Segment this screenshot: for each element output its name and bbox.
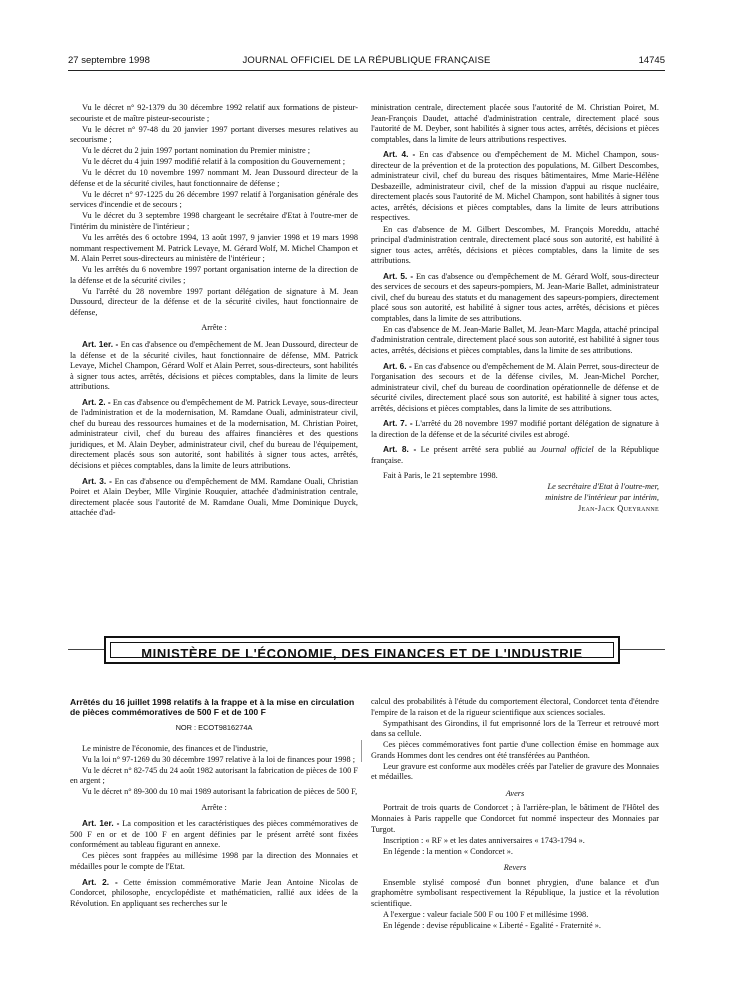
nor-reference: NOR : ECOT9816274A [175, 723, 253, 732]
article-text: En cas d'absence ou d'empêchement de M. Michel Champon, sous-directeur de la prévention et de la protection des populations, M. Gilbert Descombes, administrateur civil, chef du bureau des risques bâtimentaires, Mme Marie-Hélène Desbazeille, administrateur civil, chef de la mission d'appui au risque nucléaire, directement placés sous l'autorité de M. Michel Champon, sont habilités à signer tous actes, arrêtés, décisions et pièces comptables, dans la limite de leurs attributions respectives. [371, 150, 659, 223]
article-text: L'arrêté du 28 novembre 1997 modifié portant délégation de signature à la direction de la défense et de la sécurité civiles est abrogé. [371, 419, 659, 439]
page-header [68, 55, 665, 69]
article-label: Art. 5. - [383, 270, 414, 281]
paragraph: En cas d'absence de M. Jean-Marie Ballet, M. Jean-Marc Magda, attaché principal d'administration centrale, directement placé sous son autorité, est habilité à signer tous actes, arrêtés, décisions et pièces comptables, dans la limite de ses attributions. [371, 324, 659, 356]
article-label: Art. 2. - [82, 396, 111, 407]
visa: Vu l'arrêté du 28 novembre 1997 portant délégation de signature à M. Jean Dussourd, directeur de la défense et de la sécurité civiles, haut fonctionnaire de défense, [70, 286, 358, 317]
article-label: Art. 1er. - [82, 338, 119, 349]
ministry-heading: MINISTÈRE DE L'ÉCONOMIE, DES FINANCES ET DE L'INDUSTRIE [141, 646, 583, 661]
article [371, 271, 659, 325]
signature-title: ministre de l'intérieur par intérim, [545, 492, 659, 502]
paragraph: Leur gravure est conforme aux modèles créés par l'atelier de gravure des Monnaies et médailles. [371, 761, 659, 782]
arrete-heading: Arrête : [201, 323, 227, 333]
article [371, 149, 659, 224]
journal-name: Journal officiel [540, 445, 594, 455]
arrete-heading: Arrête : [201, 802, 227, 812]
paragraph: Sympathisant des Girondins, il fut emprisonné lors de la Terreur et retrouvé mort dans sa cellule. [371, 718, 659, 739]
article [70, 339, 358, 393]
article-label: Art. 6. - [383, 360, 412, 371]
header-date: 27 septembre 1998 [68, 55, 150, 66]
signature-title: Le secrétaire d'Etat à l'outre-mer, [547, 481, 659, 491]
column-right-bottom [371, 697, 659, 932]
paragraph: Inscription : « RF » et les dates anniversaires « 1743-1794 ». [383, 835, 585, 845]
header-journal-title: JOURNAL OFFICIEL DE LA RÉPUBLIQUE FRANÇAISE [242, 55, 491, 66]
paragraph: En légende : devise républicaine « Liberté - Egalité - Fraternité ». [383, 920, 601, 930]
visa: Vu le décret n° 92-1379 du 30 décembre 1992 relatif aux formations de pisteur-secouriste et de maître pisteur-secouriste ; [70, 103, 358, 123]
article-text: En cas d'absence ou d'empêchement de M. Alain Perret, sous-directeur de l'organisation des secours et de la défense civiles, M. Jean-Michel Porcher, administrateur civil, chef du bureau de coordination opérationnelle de défense et de sécurité civiles, directement placé sous son autorité, est habilité à signer tous actes, arrêtés, décisions et pièces comptables, dans la limite de ses attributions. [371, 361, 659, 413]
paragraph: Ces pièces sont frappées au millésime 1998 par la direction des Monnaies et médailles pour le compte de l'Etat. [70, 851, 358, 872]
paragraph: Le ministre de l'économie, des finances et de l'industrie, [82, 743, 268, 753]
paragraph: En légende : la mention « Condorcet ». [383, 846, 513, 856]
fait-a-paris: Fait à Paris, le 21 septembre 1998. [383, 470, 498, 480]
paragraph: En cas d'absence de M. Gilbert Descombes, M. François Moreddu, attaché principal d'administration centrale, directement placé sous son autorité, est habilité à signer tous actes, arrêtés, décisions et pièces comptables, dans la limite de ses attributions. [371, 224, 659, 266]
column-divider-mark [361, 740, 362, 762]
article-text: de la République française. [371, 445, 659, 465]
article-label: Art. 7. - [383, 418, 413, 429]
paragraph: A l'exergue : valeur faciale 500 F ou 100 F et millésime 1998. [383, 909, 589, 919]
article-text: Cette émission commémorative Marie Jean Antoine Nicolas de Condorcet, philosophe, encyclopédiste et mathématicien, rallié aux idées de la Révolution. En appliquant ses recherches sur le [70, 877, 358, 908]
article [371, 418, 659, 440]
article-label: Art. 1er. - [82, 818, 120, 829]
article-label: Art. 3. - [82, 475, 112, 486]
article-text: La composition et les caractéristiques des pièces commémoratives de 500 F en or et de 100 F en argent définies par le présent arrêté sont fixées conformément au tableau figurant en annexe. [70, 819, 358, 850]
visa: Vu les arrêtés des 6 octobre 1994, 13 août 1997, 9 janvier 1998 et 19 mars 1998 nommant respectivement M. Patrick Levaye, M. Gérard Wolf, M. Michel Champon et M. Alain Perret sous-directeurs au ministère de l'intérieur ; [70, 233, 358, 264]
visa: Vu le décret n° 97-1225 du 26 décembre 1997 relatif à l'organisation générale des services d'incendie et de secours ; [70, 189, 358, 210]
article-text: En cas d'absence ou d'empêchement de M. Jean Dussourd, directeur de la défense et de la sécurité civiles, haut fonctionnaire de défense, MM. Patrick Levaye, Michel Champon, Gérard Wolf et Alain Perret, sous-directeurs, sont habilités à signer tous actes, arrêtés, décisions et pièces comptables, dans la limite de leurs attributions. [70, 339, 358, 392]
article [70, 877, 358, 910]
visa: Vu le décret n° 82-745 du 24 août 1982 autorisant la fabrication de pièces de 100 F en argent ; [70, 765, 358, 786]
article-text: En cas d'absence ou d'empêchement de MM. Ramdane Ouali, Christian Poiret et Alain Deyber, Mlle Virginie Rouquier, attachée d'administration centrale, directement placée sous l'autorité de M. Ramdane Ouali, Mme Dominique Duyck, attachée d'ad- [70, 476, 358, 518]
article [70, 397, 358, 472]
signature-name: Jean-Jack Queyranne [578, 503, 659, 513]
header-rule [68, 70, 665, 71]
article [371, 361, 659, 415]
article [371, 444, 659, 466]
visa: Vu les arrêtés du 6 novembre 1997 portant organisation interne de la direction de la défense et de la sécurité civiles ; [70, 265, 358, 285]
article-text: En cas d'absence ou d'empêchement de M. Patrick Levaye, sous-directeur de l'administration et de la modernisation, M. Ramdane Ouali, administrateur civil, chef du bureau des ressources humaines et de la modernisation, M. Christian Poiret, administrateur civil, chef du bureau des affaires financières et des questions juridiques, et M. Alain Deyber, administrateur civil, chef du bureau de l'équipement, directement placés sous son autorité, sont habilités à signer tous actes, arrêtés, décisions et pièces comptables, dans la limite de leurs attributions. [70, 397, 358, 470]
article-label: Art. 8. - [383, 444, 417, 455]
article-label: Art. 2. - [82, 876, 118, 887]
paragraph: Ensemble stylisé composé d'un bonnet phrygien, d'une balance et d'un graphomètre symbolisant respectivement la République, la justice et la révolution scientifique. [371, 877, 659, 908]
visa: Vu le décret n° 97-48 du 20 janvier 1997 portant diverses mesures relatives au secourisme ; [70, 124, 358, 145]
section-heading-avers: Avers [505, 788, 525, 798]
article-text: Le présent arrêté sera publié au [416, 445, 541, 455]
visa: Vu le décret du 3 septembre 1998 chargeant le secrétaire d'Etat à l'outre-mer de l'intérim du ministère de l'intérieur ; [70, 211, 358, 232]
ministry-rule-right [620, 649, 665, 650]
section-heading-revers: Revers [503, 863, 527, 873]
paragraph: Portrait de trois quarts de Condorcet ; à l'arrière-plan, le bâtiment de l'Hôtel des Monnaies à Paris rappelle que Condorcet fut nommé inspecteur des Monnaies par Turgot. [371, 803, 659, 834]
article [70, 818, 358, 851]
column-left-top [70, 103, 358, 519]
article [70, 476, 358, 519]
column-left-bottom [70, 697, 358, 910]
article-label: Art. 4. - [383, 149, 416, 160]
visa: Vu la loi n° 97-1269 du 30 décembre 1997 relative à la loi de finances pour 1998 ; [82, 754, 356, 764]
visa: Vu le décret du 2 juin 1997 portant nomination du Premier ministre ; [82, 146, 311, 156]
decree-title: Arrêtés du 16 juillet 1998 relatifs à la frappe et à la mise en circulation de pièces commémoratives de 500 F et de 100 F [70, 697, 355, 717]
visa: Vu le décret du 4 juin 1997 modifié relatif à la composition du Gouvernement ; [82, 157, 346, 167]
visa: Vu le décret n° 89-300 du 10 mai 1989 autorisant la fabrication de pièces de 500 F, [82, 787, 358, 797]
paragraph: calcul des probabilités à l'étude du comportement électoral, Condorcet tenta d'étendre l'empire de la raison et de la rigueur scientifique aux sciences sociales. [371, 697, 659, 717]
visa: Vu le décret du 10 novembre 1997 nommant M. Jean Dussourd directeur de la défense et de la sécurité civiles, haut fonctionnaire de défense ; [70, 168, 358, 188]
ministry-rule-left [68, 649, 104, 650]
column-right-top [371, 103, 659, 515]
header-page-number: 14745 [638, 55, 665, 66]
article-text: En cas d'absence ou d'empêchement de M. Gérard Wolf, sous-directeur des services de secours et des sapeurs-pompiers, M. Jean-Marie Ballet, administrateur civil, chef du bureau des statuts et du management des sapeurs-pompiers, directement placé sous son autorité, est habilité à signer tous actes, arrêtés, décisions et pièces comptables, dans la limite de ses attributions. [371, 271, 659, 323]
paragraph: Ces pièces commémoratives font partie d'une collection émise en hommage aux Grands Hommes dont les cendres ont été transférées au Panthéon. [371, 740, 659, 760]
paragraph: ministration centrale, directement placée sous l'autorité de M. Christian Poiret, M. Jean-François Daudet, attaché d'administration centrale, directement placé sous l'autorité de M. Deyber, sont habilités à signer tous actes, arrêtés, décisions et pièces comptables, dans la limite de leurs attributions respectives. [371, 103, 659, 144]
ministry-heading-box [104, 636, 620, 664]
